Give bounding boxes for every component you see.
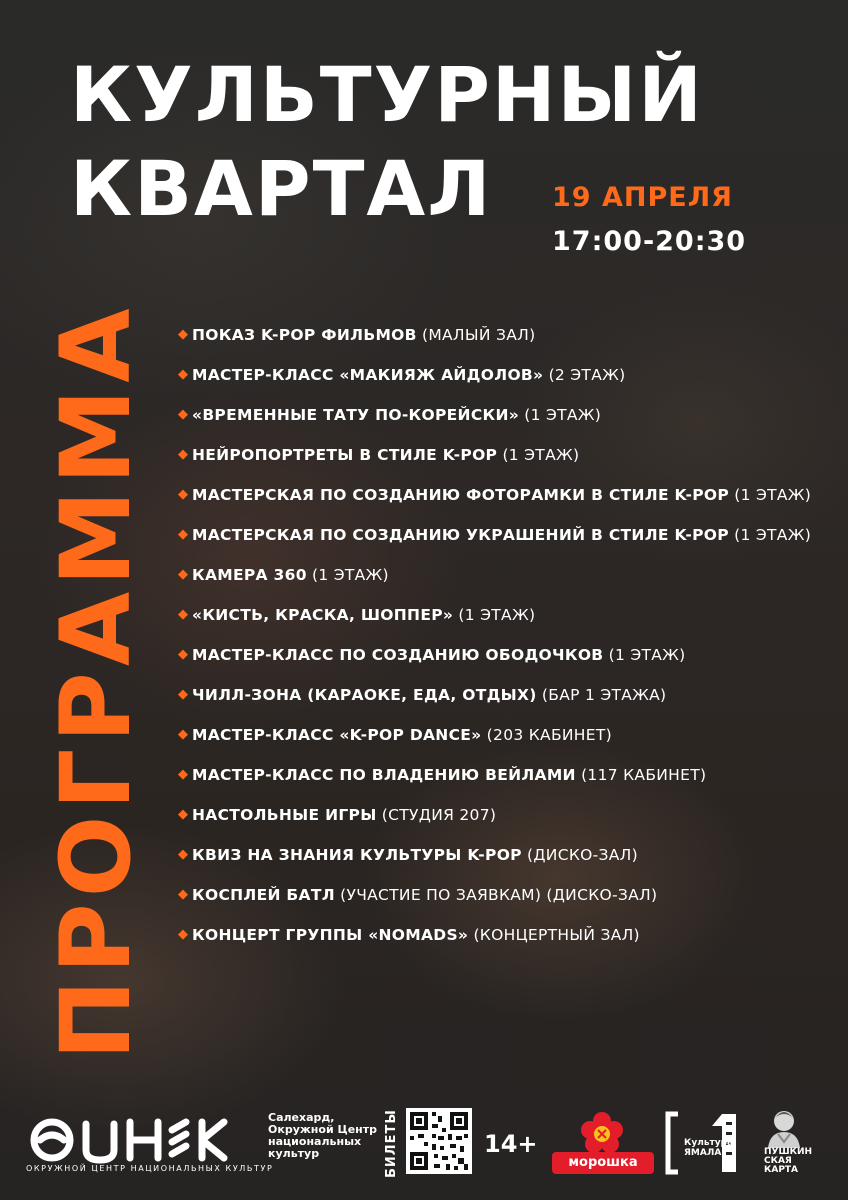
program-item-location: (СТУДИЯ 207)	[376, 806, 497, 824]
program-item	[178, 484, 828, 506]
program-item-location: (МАЛЫЙ ЗАЛ)	[416, 326, 536, 344]
program-item-title: «ВРЕМЕННЫЕ ТАТУ ПО-КОРЕЙСКИ»	[192, 406, 520, 424]
tickets-label: БИЛЕТЫ	[384, 1109, 399, 1178]
bullet-icon: ◆	[178, 767, 188, 782]
title-line-2: КВАРТАЛ	[70, 144, 493, 233]
program-item-location: (1 ЭТАЖ)	[497, 446, 580, 464]
program-item-location: (КОНЦЕРТНЫЙ ЗАЛ)	[468, 926, 640, 944]
org-line-4: культур	[268, 1147, 320, 1160]
program-item	[178, 724, 828, 746]
program-item-title: КВИЗ НА ЗНАНИЯ КУЛЬТУРЫ K-POP	[192, 846, 522, 864]
program-item-title: МАСТЕР-КЛАСС ПО ВЛАДЕНИЮ ВЕЙЛАМИ	[192, 766, 576, 784]
bullet-icon: ◆	[178, 487, 188, 502]
pushkin-line-1: ПУШКИН	[764, 1147, 813, 1157]
age-rating: 14+	[484, 1130, 538, 1158]
bullet-icon: ◆	[178, 807, 188, 822]
program-item-location: (1 ЭТАЖ)	[519, 406, 602, 424]
program-item	[178, 444, 828, 466]
bullet-icon: ◆	[178, 407, 188, 422]
program-item-location: (2 ЭТАЖ)	[543, 366, 626, 384]
pushkin-line-2: СКАЯ	[764, 1156, 792, 1166]
program-item	[178, 804, 828, 826]
program-item-title: НЕЙРОПОРТРЕТЫ В СТИЛЕ K-POP	[192, 446, 498, 464]
org-logo-icon	[26, 1110, 262, 1170]
program-item-title: ЧИЛЛ-ЗОНА (КАРАОКЕ, ЕДА, ОТДЫХ)	[192, 686, 537, 704]
program-item-title: ПОКАЗ K-POP ФИЛЬМОВ	[192, 326, 417, 344]
pushkin-line-3: КАРТА	[764, 1165, 799, 1175]
bullet-icon: ◆	[178, 647, 188, 662]
program-item	[178, 884, 828, 906]
program-item-title: КАМЕРА 360	[192, 566, 307, 584]
yamal-line-2: ЯМАЛА	[684, 1148, 722, 1158]
bullet-icon: ◆	[178, 687, 188, 702]
program-item-location: (1 ЭТАЖ)	[306, 566, 389, 584]
program-item-title: КОСПЛЕЙ БАТЛ	[192, 886, 335, 904]
program-item	[178, 564, 828, 586]
program-item-location: (203 КАБИНЕТ)	[481, 726, 612, 744]
program-item-location: (1 ЭТАЖ)	[453, 606, 536, 624]
pushkin-portrait-icon	[762, 1106, 806, 1148]
program-item-title: МАСТЕРСКАЯ ПО СОЗДАНИЮ ФОТОРАМКИ В СТИЛЕ K-POP	[192, 486, 730, 504]
pushkin-card-logo-text	[764, 1148, 812, 1175]
org-line-2: Окружной Центр	[268, 1123, 378, 1136]
event-time: 17:00-20:30	[552, 226, 747, 257]
program-item-location: (1 ЭТАЖ)	[728, 526, 812, 544]
program-item-location: (БАР 1 ЭТАЖА)	[536, 686, 667, 704]
program-item-location: (1 ЭТАЖ)	[729, 486, 812, 504]
org-line-1: Салехард,	[268, 1111, 335, 1124]
bullet-icon: ◆	[178, 607, 188, 622]
moroshka-logo-text: морошка	[552, 1152, 654, 1174]
bullet-icon: ◆	[178, 927, 188, 942]
program-list	[178, 324, 828, 964]
program-item	[178, 844, 828, 866]
bullet-icon: ◆	[178, 527, 188, 542]
program-item	[178, 924, 828, 946]
program-item-title: «КИСТЬ, КРАСКА, ШОППЕР»	[192, 606, 454, 624]
program-item-location: (117 КАБИНЕТ)	[575, 766, 707, 784]
bullet-icon: ◆	[178, 727, 188, 742]
bullet-icon: ◆	[178, 327, 188, 342]
tickets-qr-code-icon[interactable]	[406, 1108, 472, 1174]
bullet-icon: ◆	[178, 447, 188, 462]
program-item	[178, 324, 828, 346]
program-item-title: МАСТЕР-КЛАСС «K-POP DANCE»	[192, 726, 482, 744]
bullet-icon: ◆	[178, 847, 188, 862]
program-item	[178, 524, 828, 546]
program-item-title: МАСТЕР-КЛАСС ПО СОЗДАНИЮ ОБОДОЧКОВ	[192, 646, 604, 664]
program-item-location: (УЧАСТИЕ ПО ЗАЯВКАМ) (ДИСКО-ЗАЛ)	[334, 886, 658, 904]
yamal-line-1: Культура	[684, 1138, 734, 1148]
bullet-icon: ◆	[178, 367, 188, 382]
program-item	[178, 604, 828, 626]
program-item-location: (ДИСКО-ЗАЛ)	[521, 846, 638, 864]
program-item-title: МАСТЕРСКАЯ ПО СОЗДАНИЮ УКРАШЕНИЙ В СТИЛЕ K-POP	[192, 526, 729, 544]
program-item	[178, 364, 828, 386]
program-item-location: (1 ЭТАЖ)	[603, 646, 686, 664]
org-logo-caption: ОКРУЖНОЙ ЦЕНТР НАЦИОНАЛЬНЫХ КУЛЬТУР	[26, 1164, 274, 1173]
program-item	[178, 764, 828, 786]
program-item-title: КОНЦЕРТ ГРУППЫ «NOMADS»	[192, 926, 469, 944]
program-item	[178, 644, 828, 666]
bullet-icon: ◆	[178, 887, 188, 902]
bullet-icon: ◆	[178, 567, 188, 582]
org-line-3: национальных	[268, 1135, 362, 1148]
footer	[0, 1100, 848, 1200]
event-date: 19 АПРЕЛЯ	[552, 182, 733, 213]
title-line-1: КУЛЬТУРНЫЙ	[70, 50, 704, 139]
program-item-title: НАСТОЛЬНЫЕ ИГРЫ	[192, 806, 377, 824]
program-item-title: МАСТЕР-КЛАСС «МАКИЯЖ АЙДОЛОВ»	[192, 366, 544, 384]
program-item	[178, 684, 828, 706]
yamal-logo-text	[684, 1138, 733, 1158]
org-name	[268, 1112, 378, 1160]
program-item	[178, 404, 828, 426]
program-label: ПРОГРАММА	[40, 302, 152, 1060]
